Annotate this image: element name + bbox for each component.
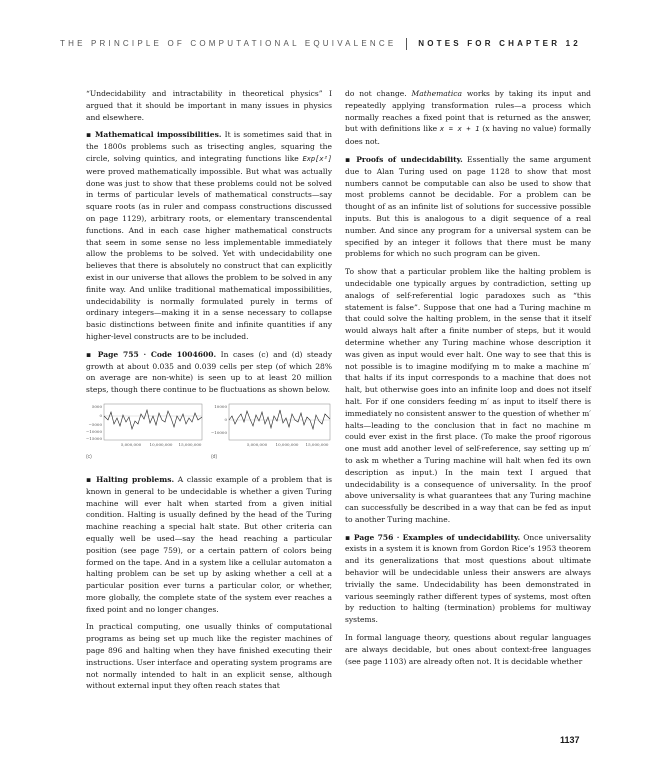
tick-label: 0 <box>224 416 227 422</box>
note-title: Proofs of undecidability. <box>356 154 463 164</box>
tick-label: 5,000,000 <box>120 441 142 447</box>
tick-label: 15,000,000 <box>305 441 329 447</box>
paragraph: In practical computing, one usually thinks of computational programs as being set up much like the register machines of page 896 and halting when they have finished executing their instructions. User interface and operating system programs are not normally intended to halt in an explicit sense, although without external input they often reach states that <box>86 622 332 691</box>
tick-label: 15,000,000 <box>178 441 202 447</box>
page-number: 1137 <box>560 735 580 745</box>
paragraph: “Undecidability and intractability in theoretical physics” I argued that it should be important in many issues in physics and elsewhere. <box>86 89 332 122</box>
header-divider <box>406 38 407 50</box>
left-column <box>86 88 332 698</box>
tick-label: 5000 <box>91 403 102 409</box>
tick-label: 5,000,000 <box>246 441 268 447</box>
inline-code: Exp[x²] <box>302 154 332 163</box>
header-notes: NOTES FOR CHAPTER 12 <box>418 39 581 49</box>
note-title: Page 756 · Examples of undecidability. <box>353 532 521 542</box>
running-header <box>60 38 620 52</box>
tick-label: −10000 <box>211 429 227 435</box>
note-title: Mathematical impossibilities. <box>95 130 222 140</box>
tick-label: 10,000,000 <box>275 441 299 447</box>
paragraph: ▪ Page 756 · Examples of undecidability. Once universality exists in a system it is known from Gordon Rice’s 1953 theorem and its generalizations that most questions about ultimate behavior will be undecidable unless their answers are always trivially the same. Undecidability has been demonstrated in various seemingly rather different types of systems, most often by reduction to halting (termination) problems for multiway systems. <box>345 532 591 625</box>
note-title: Halting problems. <box>96 474 175 484</box>
plot-c-graphic <box>86 402 204 452</box>
tick-label: 10000 <box>214 403 227 409</box>
plot-label: (c) <box>86 454 92 461</box>
paragraph: ▪ Halting problems. A classic example of a problem that is known in general to be undecidable is whether a given Turing machine will ever halt when started from a given initial condition. Halting is usually defined by the head of the Turing machine reaching a special halt state. But other criteria can equally well be used—say the head reaching a particular position (see page 759), or a certain pattern of colors being formed on the tape. And in a system like a cellular automaton a halting problem can be set up by asking whether a cell at a particular position ever turns a particular color, or whether, more globally, the complete state of the system ever reaches a fixed point and no longer changes. <box>86 474 332 614</box>
inline-code: x = x + 1 <box>439 125 480 134</box>
tick-label: −10000 <box>86 428 102 434</box>
paragraph: ▪ Page 755 · Code 1004600. In cases (c) and (d) steady growth at about 0.035 and 0.039 cells per step (of which 28% on average are non-white) is seen up to at least 20 million steps, though there continue to be fluctuations as shown below. <box>86 349 332 395</box>
header-title: THE PRINCIPLE OF COMPUTATIONAL EQUIVALENCE <box>60 39 397 49</box>
paragraph: do not change. Mathematica works by taking its input and repeatedly applying transformation rules—a process which normally reaches a fixed point that is returned as the answer, but with definitions like x = x + 1 (x having no value) formally does not. <box>345 89 592 147</box>
tick-label: −15000 <box>86 435 102 441</box>
note-title: Page 755 · Code 1004600. <box>97 349 217 359</box>
tick-label: 10,000,000 <box>149 441 173 447</box>
plot-label: (d) <box>211 454 218 461</box>
paragraph: In formal language theory, questions about regular languages are always decidable, but ones about context-free languages (see page 1103) are already often not. It is decidable whether <box>345 633 591 666</box>
plot-d <box>211 402 332 461</box>
fluctuation-plots <box>86 402 332 466</box>
paragraph: To show that a particular problem like the halting problem is undecidable one typically argues by contradiction, setting up analogs of self-referential logic paradoxes such as “this statement is false”. Suppose that one had a Turing machine m that could solve the halting problem, in the sense that it itself would always halt after a finite number of steps, but it would determine whether any Turing machine whose description it was given as input would ever halt. One way to see that this is not possible is to imagine modifying m to make a machine m′ that halts if its input corresponds to a machine that does not halt, but otherwise goes into an infinite loop and does not itself halt. For if one considers feeding m′ as input to itself there is immediately no consistent answer to the question of whether m′ halts—leading to the conclusion that in fact no machine m could ever exist in the first place. (To make the proof rigorous one must add another level of self-reference, say setting up m′ to ask m whether a Turing machine will halt when fed its own description as input.) In the main text I argued that undecidability is a consequence of universality. In the proof above universality is what guarantees that any Turing machine can successfully be described in a way that can be fed as input to another Turing machine. <box>345 267 591 524</box>
tick-label: 0 <box>99 412 102 418</box>
plot-c <box>86 402 204 461</box>
paragraph: ▪ Mathematical impossibilities. It is sometimes said that in the 1800s problems such as trisecting angles, squaring the circle, solving quintics, and integrating functions like Exp[x²] were proved mathematically impossible. But what was actually done was just to show that these problems could not be solved in terms of particular levels of mathematical constructs—say square roots (as in ruler and compass constructions discussed on page 1129), arbitrary roots, or elementary transcendental functions. And in each case higher mathematical constructs that seem in some sense no less implementable immediately allow the problems to be solved. Yet with undecidability one believes that there is absolutely no construct that can explicitly exist in our universe that allows the problem to be solved in any finite way. And unlike traditional mathematical impossibilities, undecidability is normally formulated purely in terms of ordinary integers—making it in a sense necessary to collapse basic distinctions between finite and infinite quantities if any higher-level constructs are to be included. <box>86 130 332 341</box>
paragraph: ▪ Proofs of undecidability. Essentially the same argument due to Alan Turing used on page 1128 to show that most numbers cannot be computable can also be used to show that most problems cannot be decidable. For a problem can be thought of as an infinite list of solutions for successive possible inputs. But this is analogous to a digit sequence of a real number. And since any program for a universal system can be specified by an integer it follows that there must be many problems for which no such program can be given. <box>345 154 592 259</box>
right-column <box>345 88 591 673</box>
tick-label: −5000 <box>88 421 102 427</box>
plot-d-graphic <box>211 402 332 452</box>
